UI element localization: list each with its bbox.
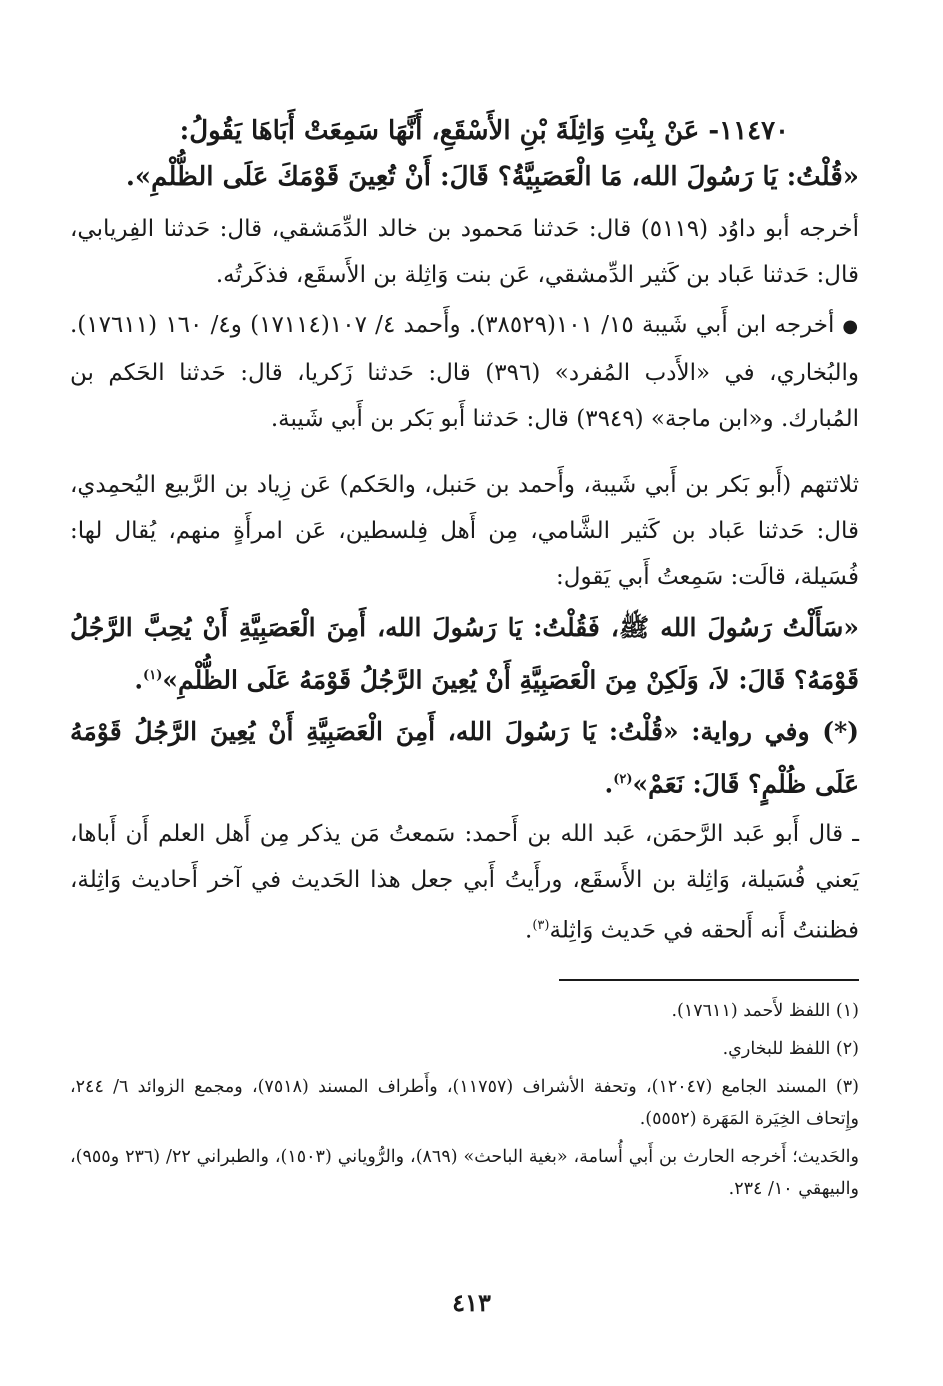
commentary-text: ـ قال أَبو عَبد الرَّحمَن، عَبد الله بن أَحمد: سَمعتُ مَن يذكر مِن أَهل العلم أَن أَباها، يَعني فُسَيلة، وَاثِلة بن الأَسقَع، ورأَيتُ أَبي جعل هذا الحَديث في آخر أَحاديث وَاثِلة، فظننتُ أَنه أَلحقه في حَديث وَاثِلة — [70, 820, 859, 944]
footnote-3: (٣) المسند الجامع (١٢٠٤٧)، وتحفة الأشراف (١١٧٥٧)، وأَطراف المسند (٧٥١٨)، ومجمع الزوائد ٦/ ٢٤٤، وإِتحاف الخِيَرة المَهَرة (٥٥٥٢). — [70, 1077, 859, 1130]
hadith-quote-1: «سَأَلْتُ رَسُولَ الله ﷺ، فَقُلْتُ: يَا رَسُولَ الله، أَمِنَ الْعَصَبِيَّةِ أَنْ يُحِبَّ الرَّجُلُ قَوْمَهُ؟ قَالَ: لاَ، وَلَكِنْ مِنَ الْعَصَبِيَّةِ أَنْ يُعِينَ الرَّجُلُ قَوْمَهُ عَلَى الظُّلْمِ»$^{(١)}$. — [70, 613, 859, 695]
footnote-ref-2: (٢) — [613, 772, 633, 788]
takhrij-paragraph-2-text: أخرجه ابن أَبي شَيبة ١٥/ ١٠١(٣٨٥٢٩). وأَحمد ٤/ ١٠٧(١٧١١٤) و٤/ ١٦٠ (١٧٦١١). والبُخاري، في «الأَدب المُفرد» (٣٩٦) قال: حَدثنا زَكريا، قال: حَدثنا الحَكم بن المُبارك. و«ابن ماجة» (٣٩٤٩) قال: حَدثنا أَبو بَكر بن أَبي شَيبة. — [70, 312, 859, 432]
hadith-quote-1-text: «سَأَلْتُ رَسُولَ الله ﷺ، فَقُلْتُ: يَا رَسُولَ الله، أَمِنَ الْعَصَبِيَّةِ أَنْ يُحِبَّ الرَّجُلُ قَوْمَهُ؟ قَالَ: لاَ، وَلَكِنْ مِنَ الْعَصَبِيَّةِ أَنْ يُعِينَ الرَّجُلُ قَوْمَهُ عَلَى الظُّلْمِ» — [70, 613, 859, 695]
takhrij-paragraph-1: أخرجه أبو داوُد (٥١١٩) قال: حَدثنا مَحمود بن خالد الدِّمَشقي، قال: حَدثنا الفِريابي، قال: حَدثنا عَباد بن كَثير الدِّمشقي، عَن بنت وَاثِلة بن الأَسقَع، فذكَرتُه. — [70, 216, 859, 288]
takhrij-paragraph-2 — [70, 302, 859, 442]
footnote-divider — [559, 979, 859, 981]
commentary-paragraph: ـ قال أَبو عَبد الرَّحمَن، عَبد الله بن أَحمد: سَمعتُ مَن يذكر مِن أَهل العلم أَن أَباها، يَعني فُسَيلة، وَاثِلة بن الأَسقَع، ورأَيتُ أَبي جعل هذا الحَديث في آخر أَحاديث وَاثِلة، فظننتُ أَنه أَلحقه في حَديث وَاثِلة$^{(٣)}$. — [70, 820, 859, 944]
footnote-ref-1: (١) — [143, 668, 163, 683]
bullet-icon: ● — [842, 316, 860, 337]
hadith-heading: ١١٤٧٠- عَنْ بِنْتِ وَاثِلَةَ بْنِ الأَسْقَعِ، أَنَّهَا سَمِعَتْ أَبَاهَا يَقُولُ: — [179, 116, 789, 146]
footnote-2: (٢) اللفظ للبخاري. — [722, 1039, 859, 1060]
footnote-1: (١) اللفظ لأَحمد (١٧٦١١). — [671, 1001, 859, 1022]
hadith-quote-2-text: (*) وفي رواية: «قُلْتُ: يَا رَسُولَ الله، أَمِنَ الْعَصَبِيَّةِ أَنْ يُعِينَ الرَّجُلُ قَوْمَهُ عَلَى ظُلْمٍ؟ قَالَ: نَعَمْ» — [70, 717, 859, 799]
isnad-paragraph: ثلاثتهم (أَبو بَكر بن أَبي شَيبة، وأَحمد بن حَنبل، والحَكم) عَن زِياد بن الرَّبيع اليُحمِدي، قال: حَدثنا عَباد بن كَثير الشَّامي، مِن أَهل فِلسطين، عَن امرأَةٍ منهم، يُقال لها: فُسَيلة، قالَت: سَمِعتُ أَبي يَقول: — [70, 472, 859, 590]
hadith-text: «قُلْتُ: يَا رَسُولَ الله، مَا الْعَصَبِيَّةُ؟ قَالَ: أَنْ تُعِينَ قَوْمَكَ عَلَى الظُّلْمِ». — [125, 162, 859, 192]
page-number: ٤١٣ — [452, 1288, 491, 1317]
hadith-quote-2: (*) وفي رواية: «قُلْتُ: يَا رَسُولَ الله، أَمِنَ الْعَصَبِيَّةِ أَنْ يُعِينَ الرَّجُلُ قَوْمَهُ عَلَى ظُلْمٍ؟ قَالَ: نَعَمْ»$^{(٢)}$. — [70, 717, 859, 799]
footnote-3-continued: والحَديث؛ أَخرجه الحارث بن أَبي أُسامة، «بغية الباحث» (٨٦٩)، والرُّوياني (١٥٠٣)، والطبراني ٢٢/ (٢٣٦ و٩٥٥)، والبيهقي ١٠/ ٢٣٤. — [70, 1147, 859, 1200]
footnote-ref-3: (٣) — [532, 917, 550, 933]
